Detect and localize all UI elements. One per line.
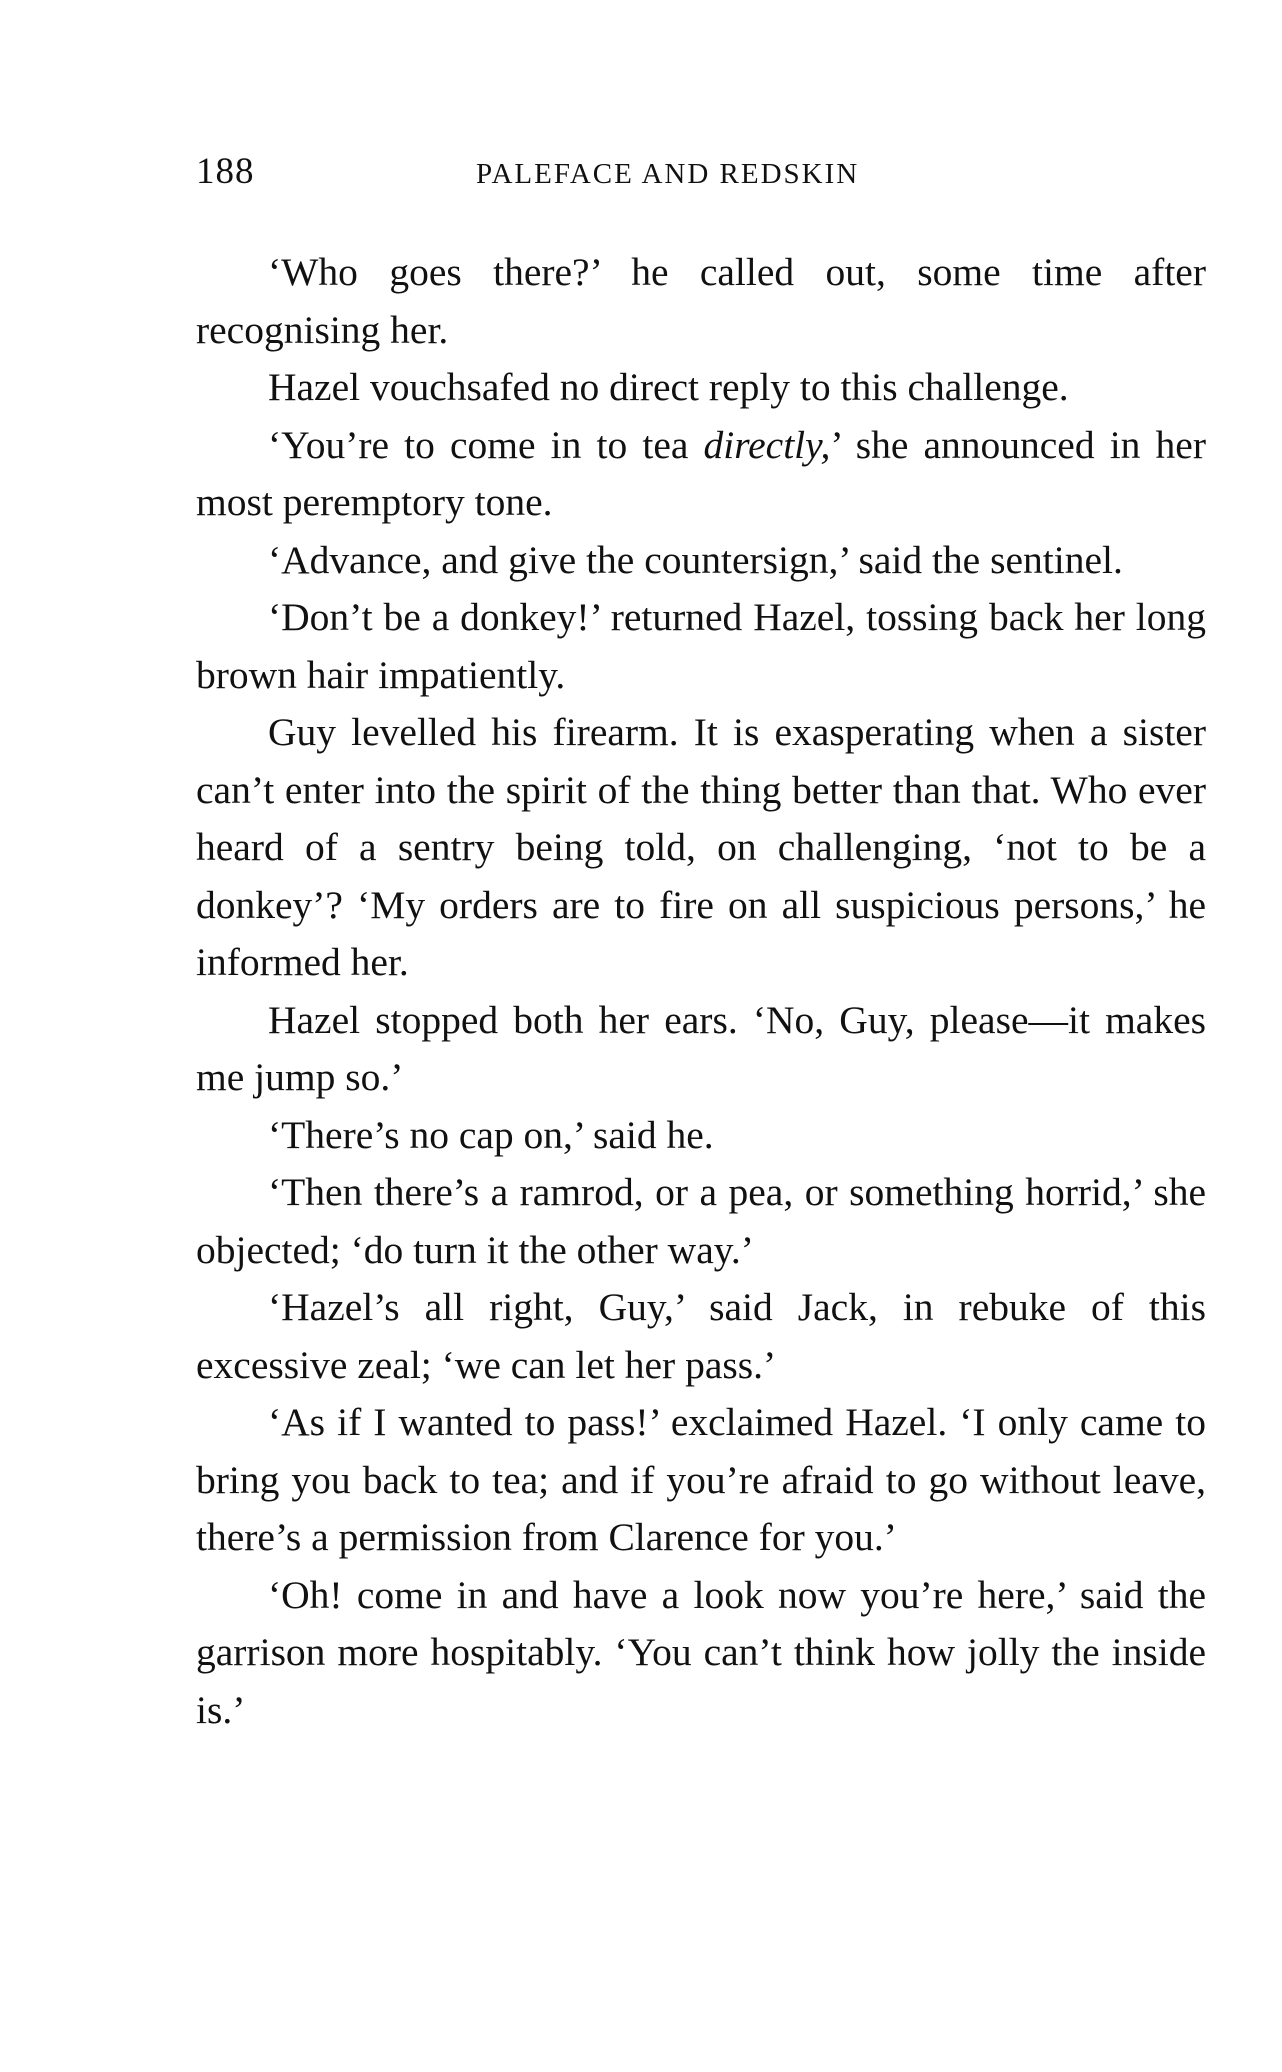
page-header [196,150,1206,200]
paragraph-8: ‘There’s no cap on,’ said he. [268,1112,714,1157]
paragraph-3-before: ‘You’re to come in to tea [268,422,704,467]
paragraph-11: ‘As if I wanted to pass!’ exclaimed Hazel. ‘I only came to bring you back to tea; and if you’re afraid to go without leave, there’s a permission from Clarence for you.’ [196,1400,1206,1559]
paragraph-4: ‘Advance, and give the countersign,’ said the sentinel. [268,537,1123,582]
paragraph-10: ‘Hazel’s all right, Guy,’ said Jack, in rebuke of this excessive zeal; ‘we can let her pass.’ [196,1285,1206,1387]
running-head: PALEFACE AND REDSKIN [476,158,860,190]
paragraph-3-emphasis: directly, [703,422,831,467]
paragraph-6: Guy levelled his firearm. It is exasperating when a sister can’t enter into the spirit of the thing better than that. Who ever heard of a sentry being told, on challenging, ‘not to be a donkey’? ‘My orders are to fire on all suspicious persons,’ he informed her. [196,710,1206,984]
paragraph-1: ‘Who goes there?’ he called out, some time after recognising her. [196,250,1206,352]
paragraph-2: Hazel vouchsafed no direct reply to this challenge. [268,365,1069,409]
paragraph-7: Hazel stopped both her ears. ‘No, Guy, please—it makes me jump so.’ [196,997,1206,1099]
paragraph-12: ‘Oh! come in and have a look now you’re here,’ said the garrison more hospitably. ‘You can’t think how jolly the inside is.’ [196,1572,1206,1732]
paragraph-3 [196,417,1206,532]
text-body [196,244,1206,1739]
paragraph-3-after: ’ she announced in her most peremptory tone. [196,422,1206,524]
paragraph-9: ‘Then there’s a ramrod, or a pea, or something horrid,’ she objected; ‘do turn it the other way.’ [196,1170,1206,1272]
paragraph-5: ‘Don’t be a donkey!’ returned Hazel, tossing back her long brown hair impatiently. [196,595,1206,697]
page-number: 188 [196,151,255,192]
